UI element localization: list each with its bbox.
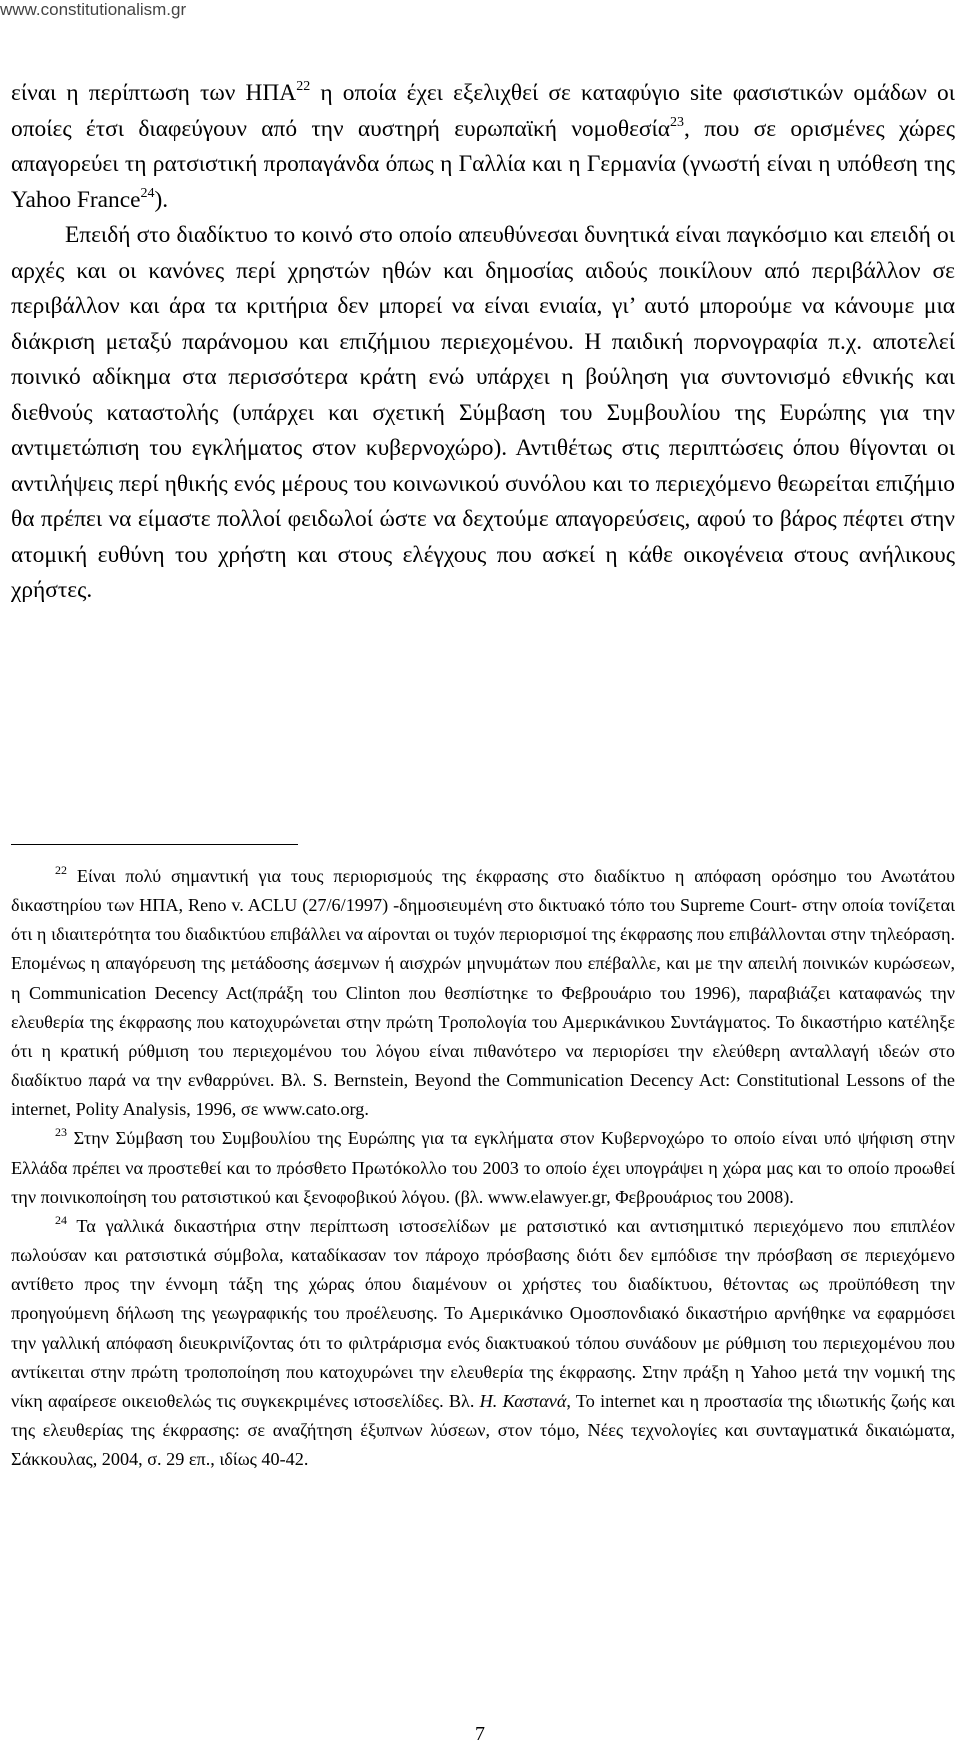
footnote-ref-24[interactable]: 24 [140, 185, 155, 201]
footnote-ref-22[interactable]: 22 [296, 79, 311, 94]
paragraph-1: είναι η περίπτωση των ΗΠΑ$^{22}$ η οποία έχει εξελιχθεί σε καταφύγιο site φασιστικών ομάδων οι οποίες έτσι διαφεύγουν από την αυστηρή ευρωπαϊκή νομοθεσία$^{23}$, που σε ορισμένες χώρες απαγορεύει τη ρατσιστική προπαγάνδα όπως η Γαλλία και η Γερμανία (γνωστή είναι η υπόθεση της Yahoo France$^{24}$). [11, 79, 955, 213]
footnotes-section [11, 862, 955, 1474]
page-number: 7 [475, 1723, 485, 1745]
site-url-header: www.constitutionalism.gr [0, 0, 187, 19]
footnote-author: Η. Καστανά [479, 1390, 567, 1411]
footnote-mark-24: 24 [55, 1212, 67, 1227]
footnote-mark-22: 22 [55, 863, 67, 877]
footnote-mark-23: 23 [55, 1125, 67, 1140]
footnote-separator [11, 844, 298, 845]
footnote-23: $^{23}$ Στην Σύμβαση του Συμβουλίου της Ευρώπης για τα εγκλήματα στον Κυβερνοχώρο το οποίο είναι υπό ψήφιση στην Ελλάδα πρέπει να προστεθεί και το πρόσθετο Πρωτόκολλο του 2003 το οποίο έχει υπογράψει η χώρα μας και το οποίο προωθεί την ποινικοποίηση του ρατσιστικού και ξενοφοβικού λόγου. (βλ. www.elawyer.gr, Φεβρουάριος του 2008). [11, 1125, 955, 1207]
paragraph-2: Επειδή στο διαδίκτυο το κοινό στο οποίο απευθύνεσαι δυνητικά είναι παγκόσμιο και επειδή οι αρχές και οι κανόνες περί χρηστών ηθών και δημοσίας αιδούς ποικίλουν από περιβάλλον σε περιβάλλον και άρα τα κριτήρια δεν μπορεί να είναι ενιαία, γι’ αυτό μπορούμε να κάνουμε μια διάκριση μεταξύ παράνομου και επιζήμιου περιεχομένου. Η παιδική πορνογραφία π.χ. αποτελεί ποινικό αδίκημα στα περισσότερα κράτη ενώ υπάρχει η βούληση για συντονισμό εθνικής και διεθνούς καταστολής (υπάρχει και σχετική Σύμβαση του Συμβουλίου της Ευρώπης για την αντιμετώπιση του εγκλήματος στον κυβερνοχώρο). Αντιθέτως στις περιπτώσεις όπου θίγονται οι αντιλήψεις περί ηθικής ενός μέρους του κοινωνικού συνόλου και το περιεχόμενο θεωρείται επιζήμιο θα πρέπει να είμαστε πολλοί φειδωλοί ώστε να δεχτούμε απαγορεύσεις, αφού το βάρος πέφτει στην ατομική ευθύνη του χρήστη και στους ελέγχους που ασκεί η κάθε οικογένεια στους ανήλικους χρήστες. [11, 222, 955, 603]
footnote-22: $^{22}$ Είναι πολύ σημαντική για τους περιορισμούς της έκφρασης στο διαδίκτυο η απόφαση ορόσημο του Ανωτάτου δικαστηρίου των ΗΠΑ, Reno v. ACLU (27/6/1997) -δημοσιευμένη στο δικτυακό τόπο του Supreme Court- στην οποία τονίζεται ότι η ιδιαιτερότητα του διαδικτύου επιβάλλει να αίρονται οι τυχόν περιορισμοί της έκφρασης που επιβάλλονται στην τηλεόραση. Επομένως η απαγόρευση της μετάδοσης άσεμνων ή αισχρών μηνυμάτων που επέβαλλε, και με την απειλή ποινικών κυρώσεων, η Communication Decency Act(πράξη του Clinton που θεσπίστηκε το Φεβρουάριο του 1996), παραβιάζει καταφανώς την ελευθερία της έκφρασης που κατοχυρώνεται στην πρώτη Τροπολογία του Αμερικάνικου Συντάγματος. Το δικαστήριο κατέληξε ότι η κρατική ρύθμιση του περιεχομένου του λόγου είναι πιθανότερο να περιορίσει την ελεύθερη ανταλλαγή ιδεών στο διαδίκτυο παρά να την ενθαρρύνει. Βλ. S. Bernstein, Beyond the Communication Decency Act: Constitutional Lessons of the internet, Polity Analysis, 1996, σε www.cato.org. [11, 863, 955, 1120]
footnote-ref-23[interactable]: 23 [670, 114, 685, 130]
main-body-text [11, 76, 955, 609]
footnote-24: $^{24}$ Τα γαλλικά δικαστήρια στην περίπτωση ιστοσελίδων με ρατσιστικό και αντισημιτικό περιεχόμενο που επιπλέον πωλούσαν και ρατσιστικά σύμβολα, καταδίκασαν τον πάροχο πρόσβασης διότι δεν εμπόδισε την πρόσβαση σε περιεχόμενο αντίθετο προς την έννομη τάξη της χώρας όπου διαμένουν οι χρήστες του διαδίκτυου, θέτοντας ως προϋπόθεση την προηγούμενη δήλωση της γεωγραφικής του προέλευσης. Το Αμερικάνικο Ομοσπονδιακό δικαστήριο αρνήθηκε να εφαρμόσει την γαλλική απόφαση διευκρινίζοντας ότι το φιλτράρισμα ενός διακτυακού τόπου συνάδουν με ρύθμιση του περιεχομένου που αντίκειται στην πρώτη τροποποίηση που κατοχυρώνει την ελευθερία της έκφρασης. Στην πράξη η Yahoo μετά την νομική της νίκη αφαίρεσε οικειοθελώς τις συγκεκριμένες ιστοσελίδες. Βλ. Η. Καστανά, Το internet και η προστασία της ιδιωτικής ζωής και της ελευθερίας της έκφρασης: σε αναζήτηση έξυπνων λύσεων, στον τόμο, Νέες τεχνολογίες και συνταγματικά δικαιώματα, Σάκκουλας, 2004, σ. 29 επ., ιδίως 40-42. [11, 1212, 956, 1470]
